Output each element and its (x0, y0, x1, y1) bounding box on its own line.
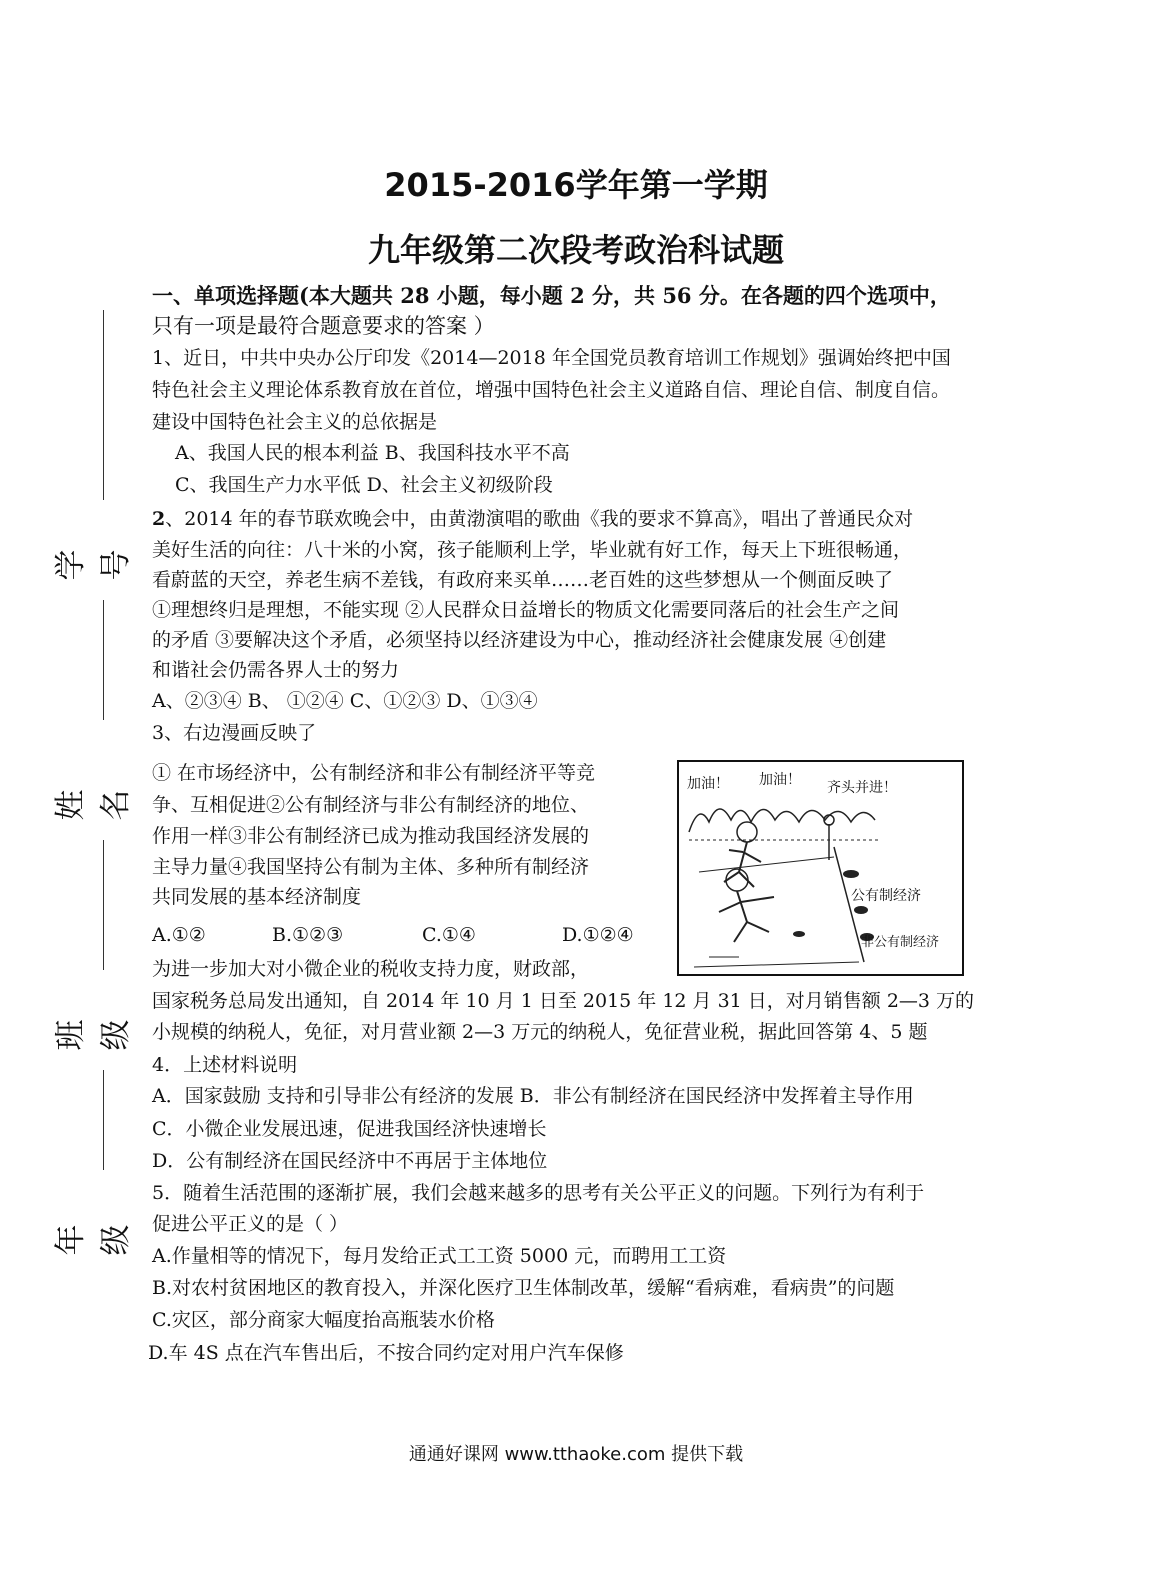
question-text: 4．上述材料说明 (152, 1054, 298, 1076)
exam-year-title: 2015-2016学年第一学期 (384, 166, 768, 204)
question-text (152, 506, 913, 532)
question-text: 看蔚蓝的天空，养老生病不差钱，有政府来买单……老百姓的这些梦想从一个侧面反映了 (152, 569, 894, 591)
question-options: C.灾区，部分商家大幅度抬高瓶装水价格 (152, 1309, 495, 1331)
question-options: D．公有制经济在国民经济中不再居于主体地位 (152, 1150, 548, 1172)
cartoon-caption-2: 加油！ (759, 772, 801, 788)
material-text: 小规模的纳税人，免征，对月营业额 2—3 万元的纳税人，免征营业税，据此回答第 4、5 题 (152, 1021, 928, 1043)
question-options: A．国家鼓励 支持和引导非公有经济的发展 B．非公有制经济在国民经济中发挥着主导作用 (152, 1085, 914, 1107)
question-text: 的矛盾 ③要解决这个矛盾，必须坚持以经济建设为中心，推动经济社会健康发展 ④创建 (152, 629, 887, 651)
cartoon-label-public: 公有制经济 (851, 888, 921, 904)
question-number: 2 (152, 508, 166, 530)
question-text: 共同发展的基本经济制度 (152, 886, 362, 908)
exam-subject-title: 九年级第二次段考政治科试题 (367, 231, 784, 269)
binding-line (103, 1070, 104, 1170)
option-b: B.①②③ (272, 924, 344, 946)
question-text: 特色社会主义理论体系教育放在首位，增强中国特色社会主义道路自信、理论自信、制度自信。 (152, 379, 951, 401)
option-d: D.①②④ (562, 924, 634, 946)
cartoon-caption-1: 加油！ (687, 776, 729, 792)
student-id-label: 学号 (53, 549, 134, 581)
question-options: A、我国人民的根本利益 B、我国科技水平不高 (175, 442, 570, 464)
question-text: ① 在市场经济中，公有制经济和非公有制经济平等竞 (152, 762, 596, 784)
footer-source: 通通好课网 www.tthaoke.com 提供下载 (408, 1444, 744, 1465)
binding-line (103, 310, 104, 500)
question-options: D.车 4S 点在汽车售出后，不按合同约定对用户汽车保修 (148, 1342, 624, 1364)
question-text: 促进公平正义的是（ ） (152, 1213, 349, 1235)
material-text: 国家税务总局发出通知，自 2014 年 10 月 1 日至 2015 年 12 月 31 日，对月销售额 2—3 万的 (152, 990, 975, 1012)
section-heading: 一、单项选择题(本大题共 28 小题，每小题 2 分，共 56 分。在各题的四个选项中， (152, 283, 951, 308)
question-text: 1、近日，中共中央办公厅印发《2014—2018 年全国党员教育培训工作规划》强调始终把中国 (152, 347, 951, 369)
question-text: 美好生活的向往：八十米的小窝，孩子能顺利上学，毕业就有好工作，每天上下班很畅通， (152, 539, 913, 561)
grade-label: 年级 (53, 1224, 134, 1256)
binding-line (103, 840, 104, 970)
cartoon-drawing (679, 762, 962, 974)
cartoon-label-nonpublic: 非公有制经济 (861, 935, 940, 950)
binding-line (103, 600, 104, 720)
class-label: 班级 (53, 1019, 134, 1051)
option-a: A.①② (152, 924, 206, 946)
question-options: C．小微企业发展迅速，促进我国经济快速增长 (152, 1118, 547, 1140)
question-options: A.作量相等的情况下，每月发给正式工工资 5000 元，而聘用工工资 (152, 1245, 727, 1267)
name-label: 姓名 (53, 789, 134, 821)
section-heading: 只有一项是最符合题意要求的答案 ） (152, 314, 495, 338)
cartoon-image (677, 760, 964, 976)
question-options: B.对农村贫困地区的教育投入，并深化医疗卫生体制改革，缓解“看病难，看病贵”的问题 (152, 1277, 895, 1299)
question-text: 争、互相促进②公有制经济与非公有制经济的地位、 (152, 794, 590, 816)
material-text: 为进一步加大对小微企业的税收支持力度，财政部， (152, 958, 590, 980)
question-text: 3、右边漫画反映了 (152, 722, 317, 744)
question-text: ①理想终归是理想，不能实现 ②人民群众日益增长的物质文化需要同落后的社会生产之间 (152, 599, 900, 621)
question-text: 建设中国特色社会主义的总依据是 (152, 411, 438, 433)
question-text: 5．随着生活范围的逐渐扩展，我们会越来越多的思考有关公平正义的问题。下列行为有利于 (152, 1182, 925, 1204)
question-text: 作用一样③非公有制经济已成为推动我国经济发展的 (152, 825, 590, 847)
question-text: 主导力量④我国坚持公有制为主体、多种所有制经济 (152, 856, 590, 878)
question-options: C、我国生产力水平低 D、社会主义初级阶段 (175, 474, 553, 496)
question-text: 和谐社会仍需各界人士的努力 (152, 659, 400, 681)
option-c: C.①④ (422, 924, 476, 946)
question-text: 、2014 年的春节联欢晚会中，由黄渤演唱的歌曲《我的要求不算高》，唱出了普通民众对 (165, 508, 914, 530)
question-options: A、②③④ B、 ①②④ C、①②③ D、①③④ (152, 690, 538, 712)
cartoon-caption-3: 齐头并进！ (827, 780, 897, 796)
